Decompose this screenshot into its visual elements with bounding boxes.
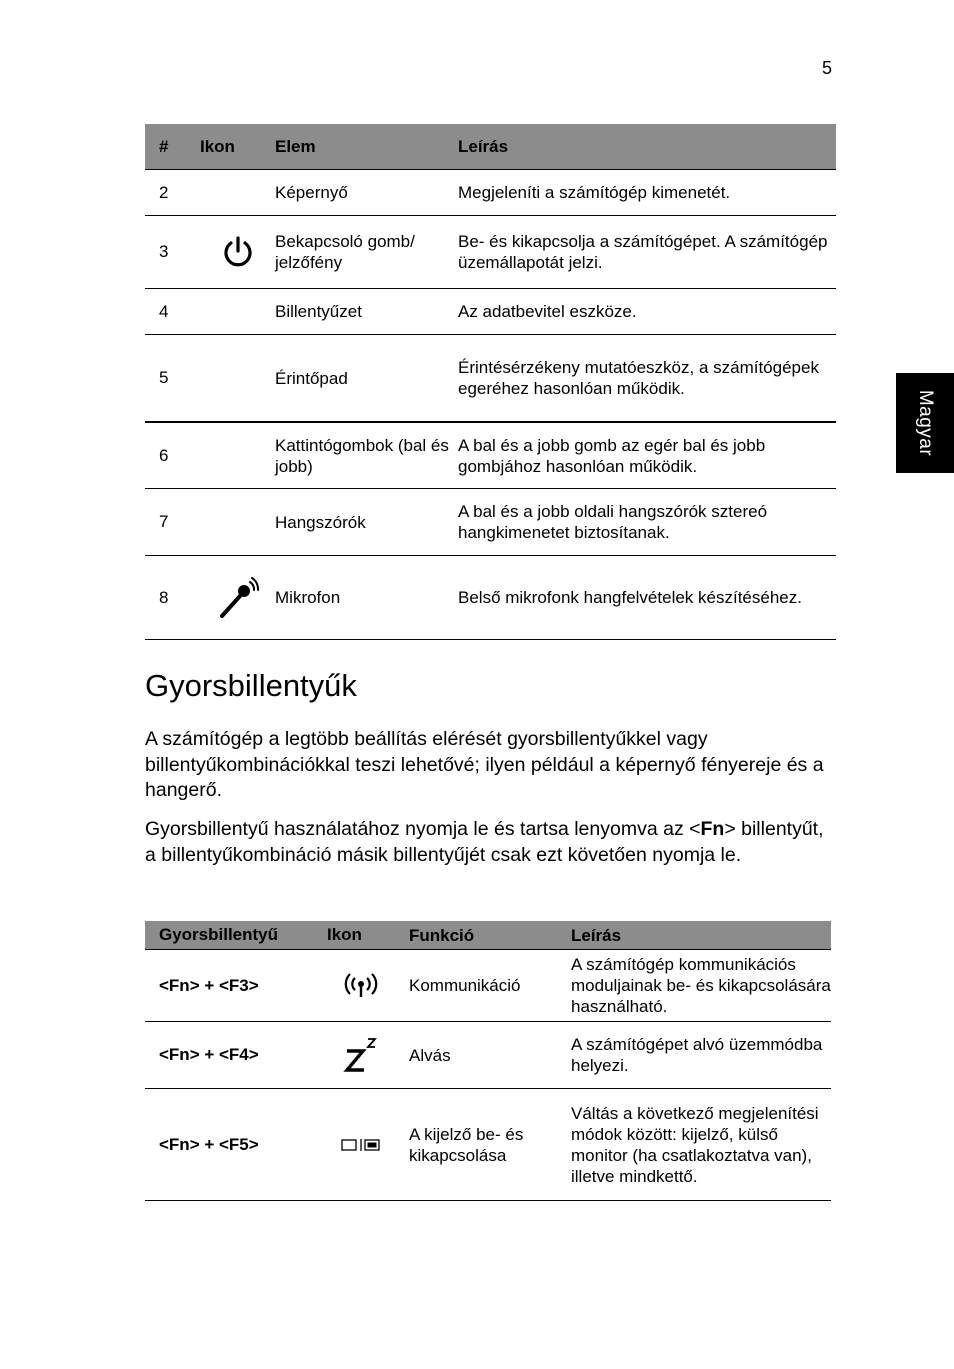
table-row [145,335,836,423]
row-num: 6 [159,445,169,465]
table-row [145,1089,831,1201]
table-row [145,423,836,489]
row-num: 7 [159,512,169,531]
row-icon-cell [200,234,275,270]
fn-key-label: Fn [700,818,725,840]
row-desc: A bal és a jobb gomb az egér bal és jobb gombjához hasonlóan működik. [458,435,766,476]
usage-text-end: > billentyűt, a billentyűkombináció másik billentyűjét csak ezt követően nyomja le. [145,818,824,866]
row-num: 4 [159,301,169,321]
usage-text-start: Gyorsbillentyű használatához nyomja le és tartsa lenyomva az < [145,818,701,840]
row-item: Érintőpad [275,368,348,388]
hotkey: <Fn> + <F5> [159,1134,259,1154]
page-number: 5 [821,58,832,78]
row-item: Bekapcsoló gomb/ jelzőfény [275,232,415,272]
hotkey: <Fn> + <F4> [159,1045,259,1064]
hotkey-function: Alvás [409,1045,451,1065]
row-icon-cell [313,971,409,1001]
section-title: Gyorsbillentyűk [145,668,357,703]
header-icon: Ikon [327,925,362,944]
header-function: Funkció [409,925,475,945]
hotkey-desc: A számítógépet alvó üzemmódba helyezi. [571,1035,823,1075]
table-row [145,216,836,289]
wireless-icon [341,971,381,1001]
hotkey-desc: A számítógép kommunikációs moduljainak be- és kikapcsolására használható. [571,955,831,1016]
header-desc: Leírás [458,137,509,156]
table-header [145,124,836,170]
header-hotkey: Gyorsbillentyű [159,925,279,944]
language-tab [896,373,954,473]
microphone-icon [214,576,262,620]
hotkey-function: A kijelző be- és kikapcsolása [409,1124,524,1165]
table-row [145,556,836,640]
row-num: 3 [159,242,169,261]
table-row [145,170,836,216]
usage-paragraph [145,817,835,868]
row-item: Kattintógombok (bal és jobb) [275,435,449,476]
row-desc: A bal és a jobb oldali hangszórók sztereó hangkimenetet biztosítanak. [458,502,768,542]
table-row [145,950,831,1022]
table-header [145,921,831,950]
row-desc: Belső mikrofonk hangfelvételek készítéséhez. [458,588,802,607]
row-desc: Be- és kikapcsolja a számítógépet. A számítógép üzemállapotát jelzi. [458,232,828,272]
intro-paragraph: A számítógép a legtöbb beállítás elérését gyorsbillentyűkkel vagy billentyűkombinációkkal teszi lehetővé; ilyen például a képernyő fényereje és a hangerő. [145,728,824,801]
components-table [145,124,836,640]
row-icon-cell [313,1138,409,1152]
hotkey: <Fn> + <F3> [159,975,259,995]
hotkeys-table [145,921,831,1201]
row-num: 8 [159,587,169,607]
row-num: 2 [159,182,169,202]
row-desc: Az adatbevitel eszköze. [458,302,637,321]
row-icon-cell [200,576,275,620]
table-row [145,1022,831,1089]
hotkey-function: Kommunikáció [409,976,521,995]
row-item: Képernyő [275,183,348,202]
language-tab-label: Magyar [915,389,937,457]
sleep-icon [343,1036,379,1074]
table-row [145,289,836,335]
row-desc: Megjeleníti a számítógép kimenetét. [458,183,731,202]
display-toggle-icon [341,1138,381,1152]
table-row [145,489,836,556]
row-item: Hangszórók [275,512,366,532]
header-desc: Leírás [571,925,622,945]
power-icon [220,234,256,270]
header-item: Elem [275,137,316,156]
row-desc: Érintésérzékeny mutatóeszköz, a számítógépek egeréhez hasonlóan működik. [458,358,819,398]
header-icon: Ikon [200,136,235,156]
hotkey-desc: Váltás a következő megjelenítési módok között: kijelző, külső monitor (ha csatlakoztatva van), illetve mindkettő. [571,1103,819,1186]
row-num: 5 [159,368,169,387]
row-icon-cell [313,1036,409,1074]
header-num: # [159,136,169,156]
row-item: Billentyűzet [275,302,362,321]
row-item: Mikrofon [275,588,341,607]
